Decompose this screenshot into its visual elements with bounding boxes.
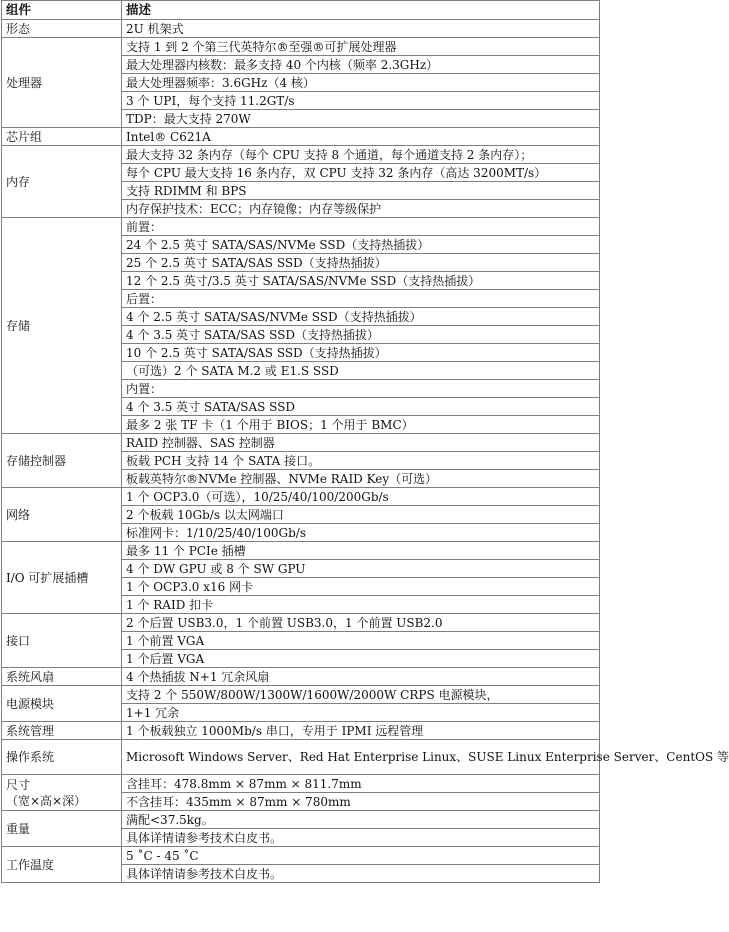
description-cell: 支持 RDIMM 和 BPS [122, 182, 600, 200]
category-label: 重量 [6, 821, 31, 836]
description-cell: 最多 11 个 PCIe 插槽 [122, 542, 600, 560]
category-label: 系统管理 [6, 723, 55, 738]
category-label: 形态 [6, 21, 31, 36]
table-row [2, 847, 600, 865]
description-cell: 后置： [122, 290, 600, 308]
category-label: 电源模块 [6, 696, 55, 711]
description-cell: 1 个前置 VGA [122, 632, 600, 650]
table-row [2, 218, 600, 236]
category-cell [2, 722, 122, 740]
description-cell: 2 个后置 USB3.0，1 个前置 USB3.0，1 个前置 USB2.0 [122, 614, 600, 632]
category-cell [2, 668, 122, 686]
category-label: 存储控制器 [6, 453, 67, 468]
category-cell [2, 434, 122, 488]
table-row [2, 38, 600, 56]
description-cell: TDP：最大支持 270W [122, 110, 600, 128]
table-row [2, 434, 600, 452]
category-cell [2, 488, 122, 542]
category-cell [2, 146, 122, 218]
category-label: 存储 [6, 318, 31, 333]
header-component: 组件 [2, 1, 122, 20]
description-cell: 含挂耳：478.8mm × 87mm × 811.7mm [122, 775, 600, 793]
table-row [2, 686, 600, 704]
category-cell [2, 847, 122, 883]
description-cell: 板载 PCH 支持 14 个 SATA 接口。 [122, 452, 600, 470]
description-cell: 4 个热插拔 N+1 冗余风扇 [122, 668, 600, 686]
description-cell: 满配<37.5kg。 [122, 811, 600, 829]
description-cell: 2U 机架式 [122, 20, 600, 38]
category-cell [2, 775, 122, 811]
table-row [2, 740, 600, 775]
category-cell [2, 128, 122, 146]
table-row [2, 668, 600, 686]
description-cell: 12 个 2.5 英寸/3.5 英寸 SATA/SAS/NVMe SSD（支持热插拔） [122, 272, 600, 290]
spec-table [1, 0, 729, 883]
description-cell: Intel® C621A [122, 128, 600, 146]
description-cell: 具体详情请参考技术白皮书。 [122, 865, 600, 883]
description-cell: 10 个 2.5 英寸 SATA/SAS SSD（支持热插拔） [122, 344, 600, 362]
description-cell: Microsoft Windows Server、Red Hat Enterprise Linux、SUSE Linux Enterprise Server、CentOS 等 [122, 740, 600, 775]
description-cell: 2 个板载 10Gb/s 以太网端口 [122, 506, 600, 524]
category-cell [2, 614, 122, 668]
header-description: 描述 [122, 1, 600, 20]
category-cell [2, 38, 122, 128]
description-cell: 前置： [122, 218, 600, 236]
description-cell: 1 个后置 VGA [122, 650, 600, 668]
description-cell: 支持 2 个 550W/800W/1300W/1600W/2000W CRPS 电源模块， [122, 686, 600, 704]
table-row [2, 722, 600, 740]
category-cell [2, 20, 122, 38]
description-cell: 5 ˚C - 45 ˚C [122, 847, 600, 865]
description-cell: （可选）2 个 SATA M.2 或 E1.S SSD [122, 362, 600, 380]
category-label-line: 尺寸 [6, 777, 31, 792]
category-cell [2, 218, 122, 434]
category-cell [2, 542, 122, 614]
category-label: 芯片组 [6, 129, 43, 144]
description-cell: 最大处理器频率：3.6GHz（4 核） [122, 74, 600, 92]
description-cell: 4 个 3.5 英寸 SATA/SAS SSD [122, 398, 600, 416]
category-label: 处理器 [6, 75, 43, 90]
category-cell [2, 740, 122, 775]
spec-body [2, 20, 729, 883]
description-cell: 支持 1 到 2 个第三代英特尔®至强®可扩展处理器 [122, 38, 600, 56]
table-row [2, 542, 600, 560]
category-label: 系统风扇 [6, 669, 55, 684]
description-cell: 内存保护技术：ECC；内存镜像；内存等级保护 [122, 200, 600, 218]
category-label: 网络 [6, 507, 31, 522]
category-cell [2, 811, 122, 847]
category-label: 操作系统 [6, 750, 55, 764]
description-cell: 内置： [122, 380, 600, 398]
description-cell: 标准网卡：1/10/25/40/100Gb/s [122, 524, 600, 542]
description-cell: 每个 CPU 最大支持 16 条内存，双 CPU 支持 32 条内存（高达 3200MT/s） [122, 164, 600, 182]
table-row [2, 614, 600, 632]
description-cell: 24 个 2.5 英寸 SATA/SAS/NVMe SSD（支持热插拔） [122, 236, 600, 254]
description-cell: 最多 2 张 TF 卡（1 个用于 BIOS；1 个用于 BMC） [122, 416, 600, 434]
table-row [2, 775, 600, 793]
description-cell: 不含挂耳：435mm × 87mm × 780mm [122, 793, 600, 811]
description-cell: 1 个板载独立 1000Mb/s 串口，专用于 IPMI 远程管理 [122, 722, 600, 740]
table-row [2, 128, 600, 146]
table-row [2, 488, 600, 506]
category-label: I/O 可扩展插槽 [6, 570, 89, 585]
description-cell: 4 个 DW GPU 或 8 个 SW GPU [122, 560, 600, 578]
description-cell: 最大处理器内核数：最多支持 40 个内核（频率 2.3GHz） [122, 56, 600, 74]
description-cell: 1+1 冗余 [122, 704, 600, 722]
description-cell: 4 个 2.5 英寸 SATA/SAS/NVMe SSD（支持热插拔） [122, 308, 600, 326]
description-cell: 具体详情请参考技术白皮书。 [122, 829, 600, 847]
table-row [2, 20, 600, 38]
category-label-line: （宽×高×深） [6, 793, 87, 808]
category-cell [2, 686, 122, 722]
description-cell: 25 个 2.5 英寸 SATA/SAS SSD（支持热插拔） [122, 254, 600, 272]
description-cell: 4 个 3.5 英寸 SATA/SAS SSD（支持热插拔） [122, 326, 600, 344]
description-cell: 最大支持 32 条内存（每个 CPU 支持 8 个通道，每个通道支持 2 条内存）； [122, 146, 600, 164]
description-cell: 1 个 OCP3.0（可选），10/25/40/100/200Gb/s [122, 488, 600, 506]
description-cell: 1 个 RAID 扣卡 [122, 596, 600, 614]
header-row [2, 1, 600, 20]
description-cell: 1 个 OCP3.0 x16 网卡 [122, 578, 600, 596]
category-label: 内存 [6, 174, 31, 189]
category-label: 接口 [6, 633, 31, 648]
category-label: 工作温度 [6, 857, 55, 872]
description-cell: 板载英特尔®NVMe 控制器、NVMe RAID Key（可选） [122, 470, 600, 488]
description-cell: 3 个 UPI，每个支持 11.2GT/s [122, 92, 600, 110]
table-row [2, 811, 600, 829]
table-row [2, 146, 600, 164]
description-cell: RAID 控制器、SAS 控制器 [122, 434, 600, 452]
